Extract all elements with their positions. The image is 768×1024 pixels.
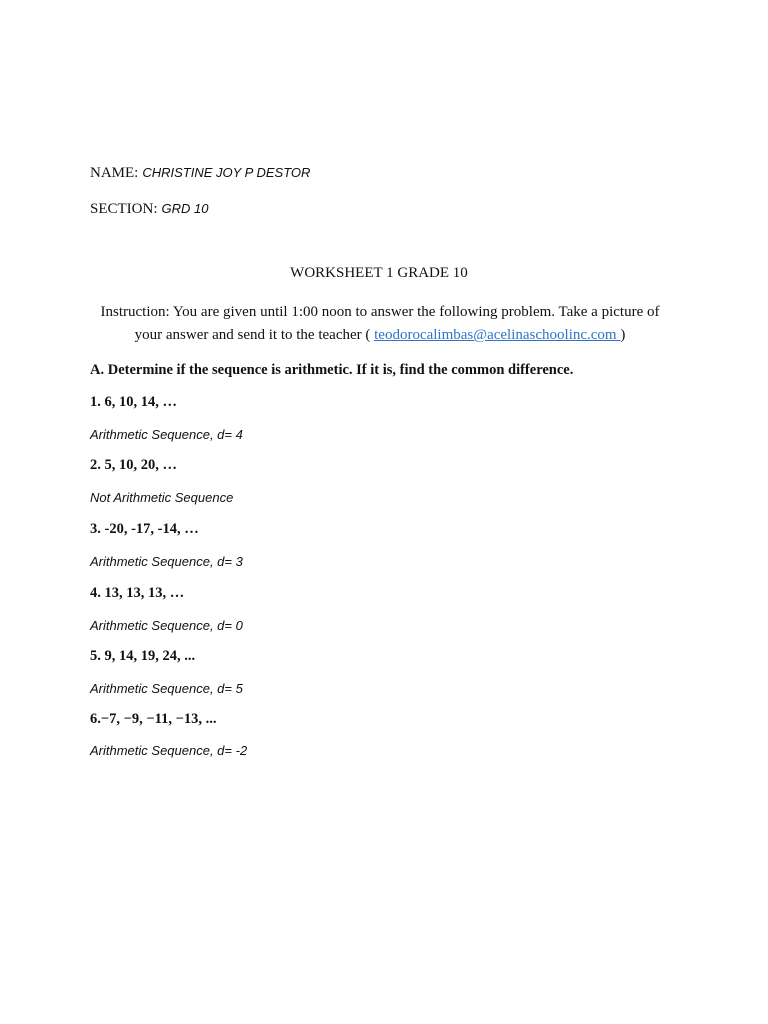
student-name: CHRISTINE JOY P DESTOR xyxy=(142,165,311,180)
instruction-line-1: Instruction: You are given until 1:00 noon to answer the following problem. Take a picture of xyxy=(100,304,660,320)
answer-5: Arithmetic Sequence, d= 5 xyxy=(90,681,243,696)
question-5: 5. 9, 14, 19, 24, ... xyxy=(90,648,196,664)
question-3: 3. -20, -17, -14, … xyxy=(90,521,199,537)
instruction-text-after-email: ) xyxy=(620,327,626,343)
question-6: 6.−7, −9, −11, −13, ... xyxy=(90,711,217,727)
section-label: SECTION: xyxy=(90,201,158,217)
student-name-line xyxy=(90,164,310,182)
answer-2: Not Arithmetic Sequence xyxy=(90,490,234,505)
answer-6: Arithmetic Sequence, d= -2 xyxy=(90,743,248,758)
part-a-heading: A. Determine if the sequence is arithmetic. If it is, find the common difference. xyxy=(90,362,574,378)
section-value: GRD 10 xyxy=(161,201,209,216)
question-2: 2. 5, 10, 20, … xyxy=(90,457,177,473)
question-1: 1. 6, 10, 14, … xyxy=(90,394,177,410)
answer-3: Arithmetic Sequence, d= 3 xyxy=(90,554,243,569)
instruction-paragraph xyxy=(90,301,670,347)
instruction-text-before-email: your answer and send it to the teacher ( xyxy=(134,327,375,343)
worksheet-title: WORKSHEET 1 GRADE 10 xyxy=(290,265,468,281)
section-line xyxy=(90,200,208,218)
instruction-line-2 xyxy=(90,324,670,347)
answer-4: Arithmetic Sequence, d= 0 xyxy=(90,618,243,633)
name-label: NAME: xyxy=(90,165,139,181)
teacher-email-link[interactable]: teodorocalimbas@acelinaschoolinc.com xyxy=(374,327,621,343)
answer-1: Arithmetic Sequence, d= 4 xyxy=(90,427,243,442)
question-4: 4. 13, 13, 13, … xyxy=(90,585,185,601)
